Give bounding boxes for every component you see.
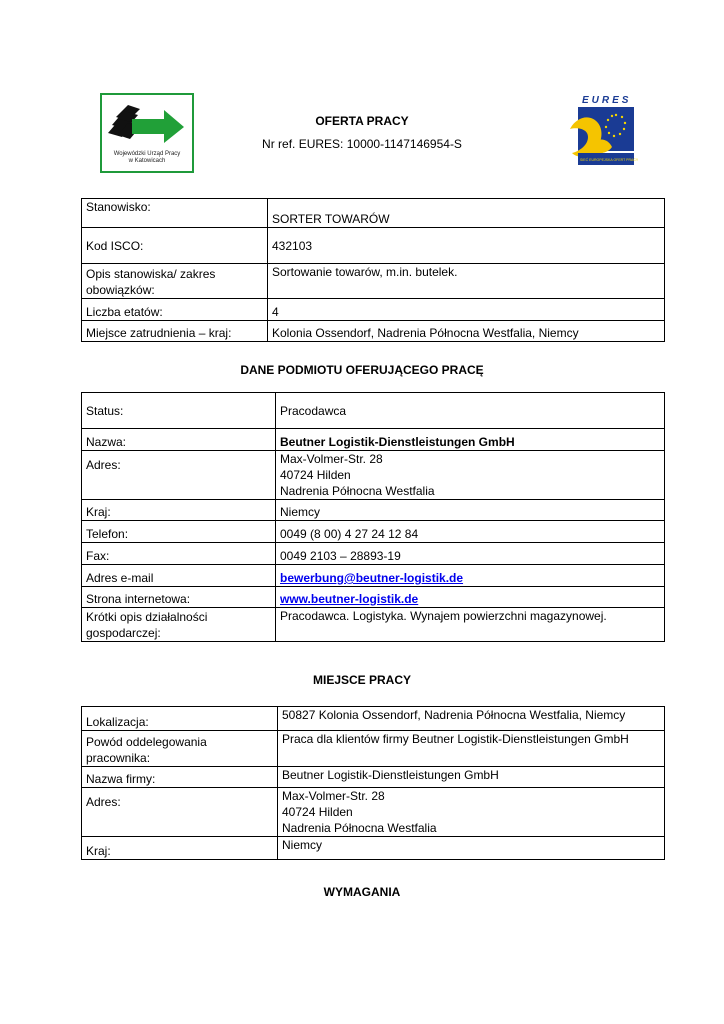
workplace-country-label: Miejsce zatrudnienia – kraj: <box>82 321 268 342</box>
email-cell <box>276 565 665 587</box>
table-row <box>82 587 665 608</box>
workplace-address-label: Adres: <box>82 788 278 837</box>
phone-value: 0049 (8 00) 4 27 24 12 84 <box>276 521 665 543</box>
workplace-country-value: Kolonia Ossendorf, Nadrenia Północna Westfalia, Niemcy <box>268 321 665 342</box>
company-label: Nazwa firmy: <box>82 767 278 788</box>
table-row <box>82 199 665 228</box>
address-label: Adres: <box>82 451 276 500</box>
isco-value: 432103 <box>268 228 665 264</box>
wup-caption-line-1: Wojewódzki Urząd Pracy <box>113 151 181 157</box>
phone-label: Telefon: <box>82 521 276 543</box>
table-row <box>82 565 665 587</box>
description-label: Opis stanowiska/ zakres obowiązków: <box>82 264 268 299</box>
website-label: Strona internetowa: <box>82 587 276 608</box>
company-value: Beutner Logistik-Dienstleistungen GmbH <box>278 767 665 788</box>
country-value: Niemcy <box>276 500 665 521</box>
offer-table <box>81 198 665 342</box>
positions-count-value: 4 <box>268 299 665 321</box>
workplace-table <box>81 706 665 860</box>
workplace-address-line-2: 40724 Hilden <box>282 805 353 819</box>
table-row <box>82 521 665 543</box>
eures-caption: SIEĆ EUROPEJSKA OFERT PRACY <box>580 158 638 162</box>
table-row <box>82 707 665 731</box>
workplace-heading: MIEJSCE PRACY <box>312 673 412 687</box>
address-value <box>276 451 665 500</box>
activity-label: Krótki opis działalności gospodarczej: <box>82 608 276 642</box>
name-label: Nazwa: <box>82 429 276 451</box>
workplace-address-line-1: Max-Volmer-Str. 28 <box>282 789 385 803</box>
eures-logo-graphic <box>568 93 638 173</box>
table-row <box>82 608 665 642</box>
country-label: Kraj: <box>82 500 276 521</box>
employer-heading: DANE PODMIOTU OFERUJĄCEGO PRACĘ <box>240 363 484 377</box>
status-value: Pracodawca <box>276 393 665 429</box>
table-row <box>82 393 665 429</box>
table-row <box>82 299 665 321</box>
email-link[interactable]: bewerbung@beutner-logistik.de <box>280 571 464 585</box>
table-row <box>82 767 665 788</box>
description-value: Sortowanie towarów, m.in. butelek. <box>268 264 665 299</box>
table-row <box>82 788 665 837</box>
fax-label: Fax: <box>82 543 276 565</box>
location-label: Lokalizacja: <box>82 707 278 731</box>
table-row <box>82 837 665 860</box>
workplace-country-value: Niemcy <box>278 837 665 860</box>
requirements-heading: WYMAGANIA <box>323 885 401 899</box>
positions-count-label: Liczba etatów: <box>82 299 268 321</box>
isco-label: Kod ISCO: <box>82 228 268 264</box>
address-line-1: Max-Volmer-Str. 28 <box>280 452 383 466</box>
eures-logo <box>568 93 638 173</box>
workplace-country-label: Kraj: <box>82 837 278 860</box>
employer-table <box>81 392 665 642</box>
secondment-reason-label: Powód oddelegowania pracownika: <box>82 731 278 767</box>
wup-caption-line-2: w Katowicach <box>128 158 166 164</box>
table-row <box>82 429 665 451</box>
status-label: Status: <box>82 393 276 429</box>
name-value: Beutner Logistik-Dienstleistungen GmbH <box>276 429 665 451</box>
address-line-3: Nadrenia Północna Westfalia <box>280 484 435 498</box>
table-row <box>82 500 665 521</box>
website-link[interactable]: www.beutner-logistik.de <box>280 592 419 606</box>
secondment-reason-value: Praca dla klientów firmy Beutner Logistik-Dienstleistungen GmbH <box>278 731 665 767</box>
wup-logo-caption <box>102 151 192 165</box>
fax-value: 0049 2103 – 28893-19 <box>276 543 665 565</box>
table-row <box>82 731 665 767</box>
eures-wordmark: EURES <box>582 95 632 106</box>
wup-logo <box>100 93 194 173</box>
table-row <box>82 228 665 264</box>
workplace-address-line-3: Nadrenia Północna Westfalia <box>282 821 437 835</box>
table-row <box>82 264 665 299</box>
address-line-2: 40724 Hilden <box>280 468 351 482</box>
workplace-address-value <box>278 788 665 837</box>
website-cell <box>276 587 665 608</box>
position-label: Stanowisko: <box>82 199 268 228</box>
page-title: OFERTA PRACY <box>315 114 409 128</box>
wup-logo-graphic <box>102 95 192 151</box>
activity-value: Pracodawca. Logistyka. Wynajem powierzchni magazynowej. <box>276 608 665 642</box>
location-value: 50827 Kolonia Ossendorf, Nadrenia Północna Westfalia, Niemcy <box>278 707 665 731</box>
table-row <box>82 321 665 342</box>
table-row <box>82 543 665 565</box>
reference-number: Nr ref. EURES: 10000-1147146954-S <box>262 137 462 151</box>
email-label: Adres e-mail <box>82 565 276 587</box>
table-row <box>82 451 665 500</box>
position-value: SORTER TOWARÓW <box>268 199 665 228</box>
